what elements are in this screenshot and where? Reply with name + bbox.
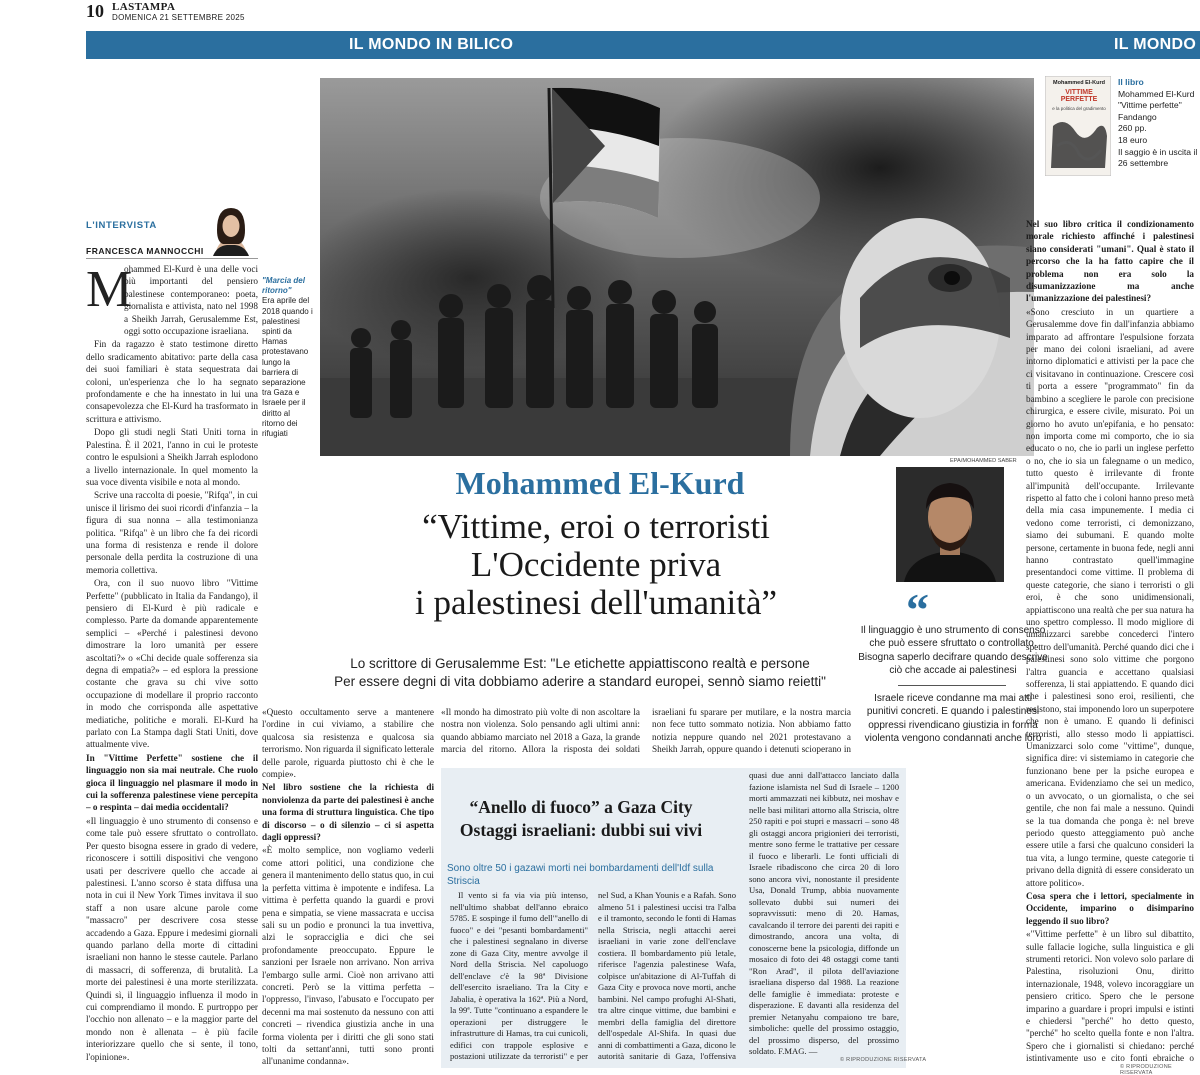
headline-line: i palestinesi dell'umanità” [414,583,778,622]
book-publisher: Fandango [1118,111,1157,122]
photo-caption [262,276,314,439]
headline-line: L'Occidente priva [470,545,722,584]
interview-answer: «Il mondo ha dimostrato più volte di non ascoltare la nostra non violenza. Solo pensando agli ultimi anni: quando abbiamo marciato nel 2018 a Gaza, la grande marcia del ritorno. Allora la risposta dei soldati israeliani fu sparare per mutilare, e la nostra marcia non fece tutto sommato notizia. Non abbiamo fatto notizia neppure quando nel 2021 protestavano a Sheikh Jarrah, oppure quando i detenuti scioperano in [441,707,851,755]
body-paragraph: Dopo gli studi negli Stati Uniti torna in Palestina. È il 2021, l'anno in cui le proteste contro le espulsioni a Sheikh Jarrah esplodono a livello internazionale. In quel momento la sua voce diventa visibile e nota al mondo. [86,427,258,487]
lead-paragraph: ohammed El-Kurd è una delle voci più importanti del pensiero palestinese contemporaneo: poeta, giornalista e attivista, nato nel 1998 a Sheikh Jarrah, Gerusalemme Est, oggi sotto occupazione israeliana. [124,264,258,337]
section-title-left: IL MONDO IN BILICO [349,36,514,53]
interview-column-right [1026,218,1194,1066]
gaza-column-3 [749,770,899,1055]
quote-mark: “ [906,584,929,635]
interviewee-portrait [896,467,1004,582]
caption-text: Era aprile del 2018 quando i palestinesi spinti da Hamas protestavano lungo la barriera di separazione tra Gaza e Israele per il diritto al ritorno dei rifugiati [262,296,313,439]
interview-column-1 [86,263,258,1066]
gaza-paragraph: nel Sud, a Khan Younis e a Rafah. Sono almeno 51 i palestinesi uccisi tra l'alba e il tramonto, secondo le fonti di Hamas nella Striscia, negli attacchi aerei israeliani in varie zone dell'enclave costiera. Il bombardamento più letale, riferisce l'agenzia palestinese Wafa, colpisce un'abitazione di Al-Tuffah di Gaza City e provoca nove morti, anche bambini. Nel campo profughi Al-Shati, tra altre cinque vittime, due bambini e membri della famiglia del direttore dell'ospedale Al-Shifa. In quasi due anni di combattimenti a Gaza, dicono le autorità sanitarie di Gaza, l'offensiva [598,890,736,1061]
author-byline: FRANCESCA MANNOCCHI [86,246,204,256]
copyright-note: © RIPRODUZIONE RISERVATA [840,1057,927,1063]
divider [898,685,1006,686]
interview-column-2 [262,706,434,1068]
interview-column-3 [441,706,851,766]
book-title: "Vittime perfette" [1118,100,1182,111]
book-cover-title: VITTIME PERFETTE [1060,89,1098,103]
gaza-column-2 [598,890,736,1062]
interview-answer: «"Vittime perfette" è un libro sul dibattito, sulle fallacie logiche, sulla linguistica e gli strumenti retorici. Non volevo solo parlare di Palestina, risoluzioni Onu, diritto internazionale, 1948, volevo incoraggiare un pensiero critico. Spero che le persone imparino a guardare i propri impulsi e istinti e chiedersi "perché" ho detto questo, "perché" ho scelto quella fonte e non l'altra. Spero che i giornalisti si chiedano: perché istintivamente uso e cito fonti ebraiche o [1026,929,1194,1064]
book-info [1118,77,1200,170]
gaza-paragraph: Il vento si fa via via più intenso, nell'ultimo shabbat dell'anno ebraico 5785. E sospinge il fumo dell'"anello di fuoco" e dei "pesanti bombardamenti" che i palestinesi segnalano in diverse zone di Gaza City, mentre avvolge il Nord della Striscia. Nel capoluogo dell'enclave c'è la 98ª Divisione dell'esercito israeliano. Tra la City e Jabalia, è operativa la 162ª. Più a Nord, la 99ª. Tutte "continuano a espandere le operazioni per distruggere le infrastrutture di Hamas, tra cui cunicoli, edifici con trappole esplosive e postazioni utilizzate da terroristi" e per [450,890,588,1061]
gaza-subheadline: Sono oltre 50 i gazawi morti nei bombardamenti dell'Idf sulla Striscia [447,863,714,887]
interview-question: Nel libro sostiene che la richiesta di nonviolenza da parte dei palestinesi è anche una forma di struttura linguistica. Che tipo di discorso – o di silenzio – ci si aspetta dagli oppressi? [262,782,434,843]
section-band [86,31,1200,59]
page-header [0,0,1200,28]
masthead: LASTAMPA [112,1,176,13]
body-paragraph: Ora, con il suo nuovo libro "Vittime Perfette" (pubblicato in Italia da Fandango), il pensiero di El-Kurd è più radicale e complesso. Parte da domande apparentemente semplici – «Perché i palestinesi devono dimostrare la loro umanità per essere ascoltati?» o «Chi decide quale sofferenza sia degna di empatia?» – ed esplora la pressione costante che grava su chi vive sotto occupazione di modellare il proprio racconto in modo che corrisponda alle aspettative mediatiche, politiche e morali. El-Kurd ha parlato con La Stampa dagli Stati Uniti, dove attualmente vive. [86,578,258,750]
book-author: Mohammed El-Kurd [1118,88,1195,99]
body-paragraph: Fin da ragazzo è stato testimone diretto dello sradicamento abitativo: parte della casa dei suoi familiari è stata sequestrata dai coloni, un'esperienza che lo ha segnato profondamente e che ha innestato in lui una consapevolezza che El-Kurd ha trasformato in scrittura e attivismo. [86,339,258,424]
subhead-line: Lo scrittore di Gerusalemme Est: "Le etichette appiattiscono realtà e persone [350,656,810,671]
book-price: 18 euro [1118,134,1148,145]
book-cover-subtitle: e la politica del gradimento [1052,106,1106,111]
gaza-headline-line: “Anello di fuoco” a Gaza City [469,797,693,817]
interview-answer: «Il linguaggio è uno strumento di consenso e come tale può essere sfruttato o controllato. Per questo bisogna essere in grado di vedere, riconoscere i sottili dispositivi che vengono usati per descrivere quello che accade ai palestinesi. L'anno scorso è stata diffusa una nota in cui il New York Times invitava il suo staff a non usare alcune parole come "massacro" per descrivere cosa stesse accadendo a Gaza. Eppure i medesimi giornali quando parlano della morte di cittadini israeliani non hanno le stesse cautele. Parlano di massacri, di sofferenza, di brutalità. La morte dei palestinesi è una morte sterilizzata. Quindi sì, il linguaggio influenza il modo in cui comprendiamo il mondo. E purtroppo per l'occhio non allenato – e la maggior parte del mondo non è allenata – è più facile interiorizzare quello che si sente, il tono, l'opinione». [86,815,258,1062]
protest-photo [320,78,1034,456]
section-title-right: IL MONDO [1114,36,1197,53]
author-photo [205,200,257,256]
book-pages: 260 pp. [1118,123,1147,134]
interview-answer: «Questo occultamento serve a mantenere l'ordine in cui viviamo, a stabilire che qualcosa sia resistenza e qualcosa sia terrorismo. Non riguarda il significato letterale delle parole, riguarda piuttosto chi è che le compie». [262,707,434,780]
headline-line: “Vittime, eroi o terroristi [422,507,770,546]
interview-question: In "Vittime Perfette" sostiene che il linguaggio non sia mai neutrale. Che ruolo gioca il linguaggio nel plasmare il modo in cui la sofferenza palestinese viene percepita – o respinta – dai media occidentali? [86,752,258,813]
book-label: Il libro [1118,77,1144,87]
headline [290,508,902,622]
interviewee-name: Mohammed El-Kurd [455,465,745,501]
issue-date: DOMENICA 21 SETTEMBRE 2025 [112,13,245,22]
interview-question [86,1064,258,1066]
subheadline [258,655,902,691]
subhead-line: Per essere degni di vita dobbiamo aderire a standard europei, sennò siamo reietti" [334,674,826,689]
body-paragraph: Scrive una raccolta di poesie, "Rifqa", in cui unisce il lirismo dei suoi ricordi d'infanzia – la figura di sua nonna – alla testimonianza politica. "Rifqa" è un libro che fa dei ricordi una forma di resistenza e rende il dolore personale della perdita la costruzione di una memoria collettiva. [86,490,258,575]
interview-answer: «Sono cresciuto in un quartiere a Gerusalemme dove fin dall'infanzia abbiamo imparato ad affrontare l'espulsione forzata per mano dei coloni israeliani, ad avere intorno diplomatici e attivisti per la pace che ci visitavano in continuazione. Crescere così ti porta a essere "programmato" fin da bambino a scegliere le parole con precisione chirurgica, e essere civile, misurato. Poi un giorno ho avuto un'epifania, e ho pensato: non importa come mi comporto, che io sia educato o no, che io parli un inglese perfetto o no, che io sia un falegname o un medico, tutto questo è irrilevante di fronte all'impunità dell'occupante. Irrilevante rispetto al fatto che i coloni hanno preso metà della mia casa impunemente. I media ci vedono come terroristi, ci demonizzano, siamo dei subumani. E quando molte persone, certamente in buona fede, negli anni hanno contrastato quell'immagine presentandoci come vittime. Il problema di queste categorie, che siano i terroristi o gli eroi, è che sono unidimensionali, appiattiscono una realtà che per sua natura ha uno spettro complesso. Il modo migliore di umanizzarci sarebbe concederci l'intero spettro dell'umanità. Perché quando dici che i palestinesi sono solo vittime che porgono l'altra guancia e accettano qualsiasi sofferenza, li stai appiattendo. E quando dici che i palestinesi sono eroi, resilienti, che resistono, stai imponendo loro un superpotere che non è umano. E quando li definisci terroristi, allo stesso modo li appiattisci. Umanizzarci solo come "vittime", dunque, significa dire: vi sistemiamo in categorie che funzionano bene per la psiche europea e americana. Evidenziamo che sei un medico, o un avvocato, o un giornalista, o che sei gentile, che non fai male a nessuno. Quindi se la tua domanda che ponga è: nel breve periodo questo atteggiamento può anche essere utile a farsi che qualcuno consideri la tua vita, a lungo termine, queste categorie ti privano della dignità di essere considerato un attore politico». [1026,306,1194,888]
gaza-paragraph: quasi due anni dall'attacco lanciato dalla fazione islamista nel Sud di Israele – 1200 morti ammazzati nei kibbutz, nei moshav e nelle basi militari attorno alla Striscia, oltre 250 rapiti e poi stupri e massacri – sono 48 gli ostaggi ancora prigionieri dei terroristi, mentre sono ferme le trattative per cessare il fuoco e liberarli. Le fonti ufficiali di Israele ribadiscono che circa 20 di loro sono ancora vivi, nonostante il presidente Usa, Donald Trump, abbia nuovamente sollevato dubbi sui numeri dei sopravvissuti: meno di 20. Hamas, cavalcando il terrore dei parenti dei rapiti e dimostrando, ancora una volta, di conoscerne bene la psicologia, diffonde un mosaico di foto dei 48 ostaggi come tanti "Ron Arad", il pilota dell'aviazione israeliana disperso dal 1988. La reazione delle famiglie è immediata: proteste e disperazione. E davanti alla residenza del premier Netanyahu compaiono tre bare, simboliche: quelle del prossimo ostaggio, del prossimo disperso, del prossimo soldato. F.MAG. — [749,770,899,1055]
interview-question: Nel suo libro critica il condizionamento morale richiesto affinché i palestinesi siano considerati "umani". Qual è stato il percorso che la ha fatto capire che il problema non era solo la disumanizzazione ma anche l'umanizzazione dei palestinesi? [1026,219,1194,304]
drop-cap: M [86,261,133,318]
caption-title: "Marcia del ritorno" [262,276,305,296]
photo-credit: EPA/MOHAMMED SABER [950,458,1017,464]
gaza-column-1 [450,890,588,1062]
divider [86,258,258,259]
gaza-headline-line: Ostaggi israeliani: dubbi sui vivi [459,820,703,840]
pull-quote-1: Il linguaggio è uno strumento di consenso che può essere sfruttato o controllato. Bisogna saperlo decifrare quando descrive ciò che accade ai palestinesi [858,625,1048,677]
book-cover-author: Mohammed El-Kurd [1053,80,1105,86]
pull-quote-2: Israele riceve condanne ma mai atti punitivi concreti. E quando i palestinesi oppressi rivendicano giustizia in forma violenta vengono condannati anche loro [864,693,1042,745]
page-number: 10 [86,1,104,21]
interview-answer: «È molto semplice, non vogliamo vederli come attori politici, una condizione che genera il mantenimento dello status quo, in cui la perfetta vittima è impotente e indifesa. La vittima è perfetta quando la guardi e provi pena e simpatia, se viene massacrata e uccisa sali su un podio e pronunci la tua invettiva, alzi le sopracciglia e dici che sei profondamente preoccupato. Eppure le sanzioni per Israele non arrivano. Non arriva l'embargo sulle armi. Cioè non arrivano atti concreti. Però se la vittima perfetta – l'oppresso, l'invaso, l'abusato e l'occupato per decenni ma mai sostenuto da nessuno con atti concreti – rivendica giustizia anche in una forma violenta per i diritti che gli sono stati tolti da settant'anni, tutti sono pronti all'unanime condanna». [262,845,434,1067]
interview-kicker: L'INTERVISTA [86,220,157,231]
book-release: Il saggio è in uscita il 26 settembre [1118,146,1198,169]
gaza-headline [441,796,721,842]
copyright-note: © RIPRODUZIONE RISERVATA [1120,1064,1172,1075]
interview-question: Cosa spera che i lettori, specialmente in Occidente, imparino o disimparino leggendo il suo libro? [1026,890,1194,926]
